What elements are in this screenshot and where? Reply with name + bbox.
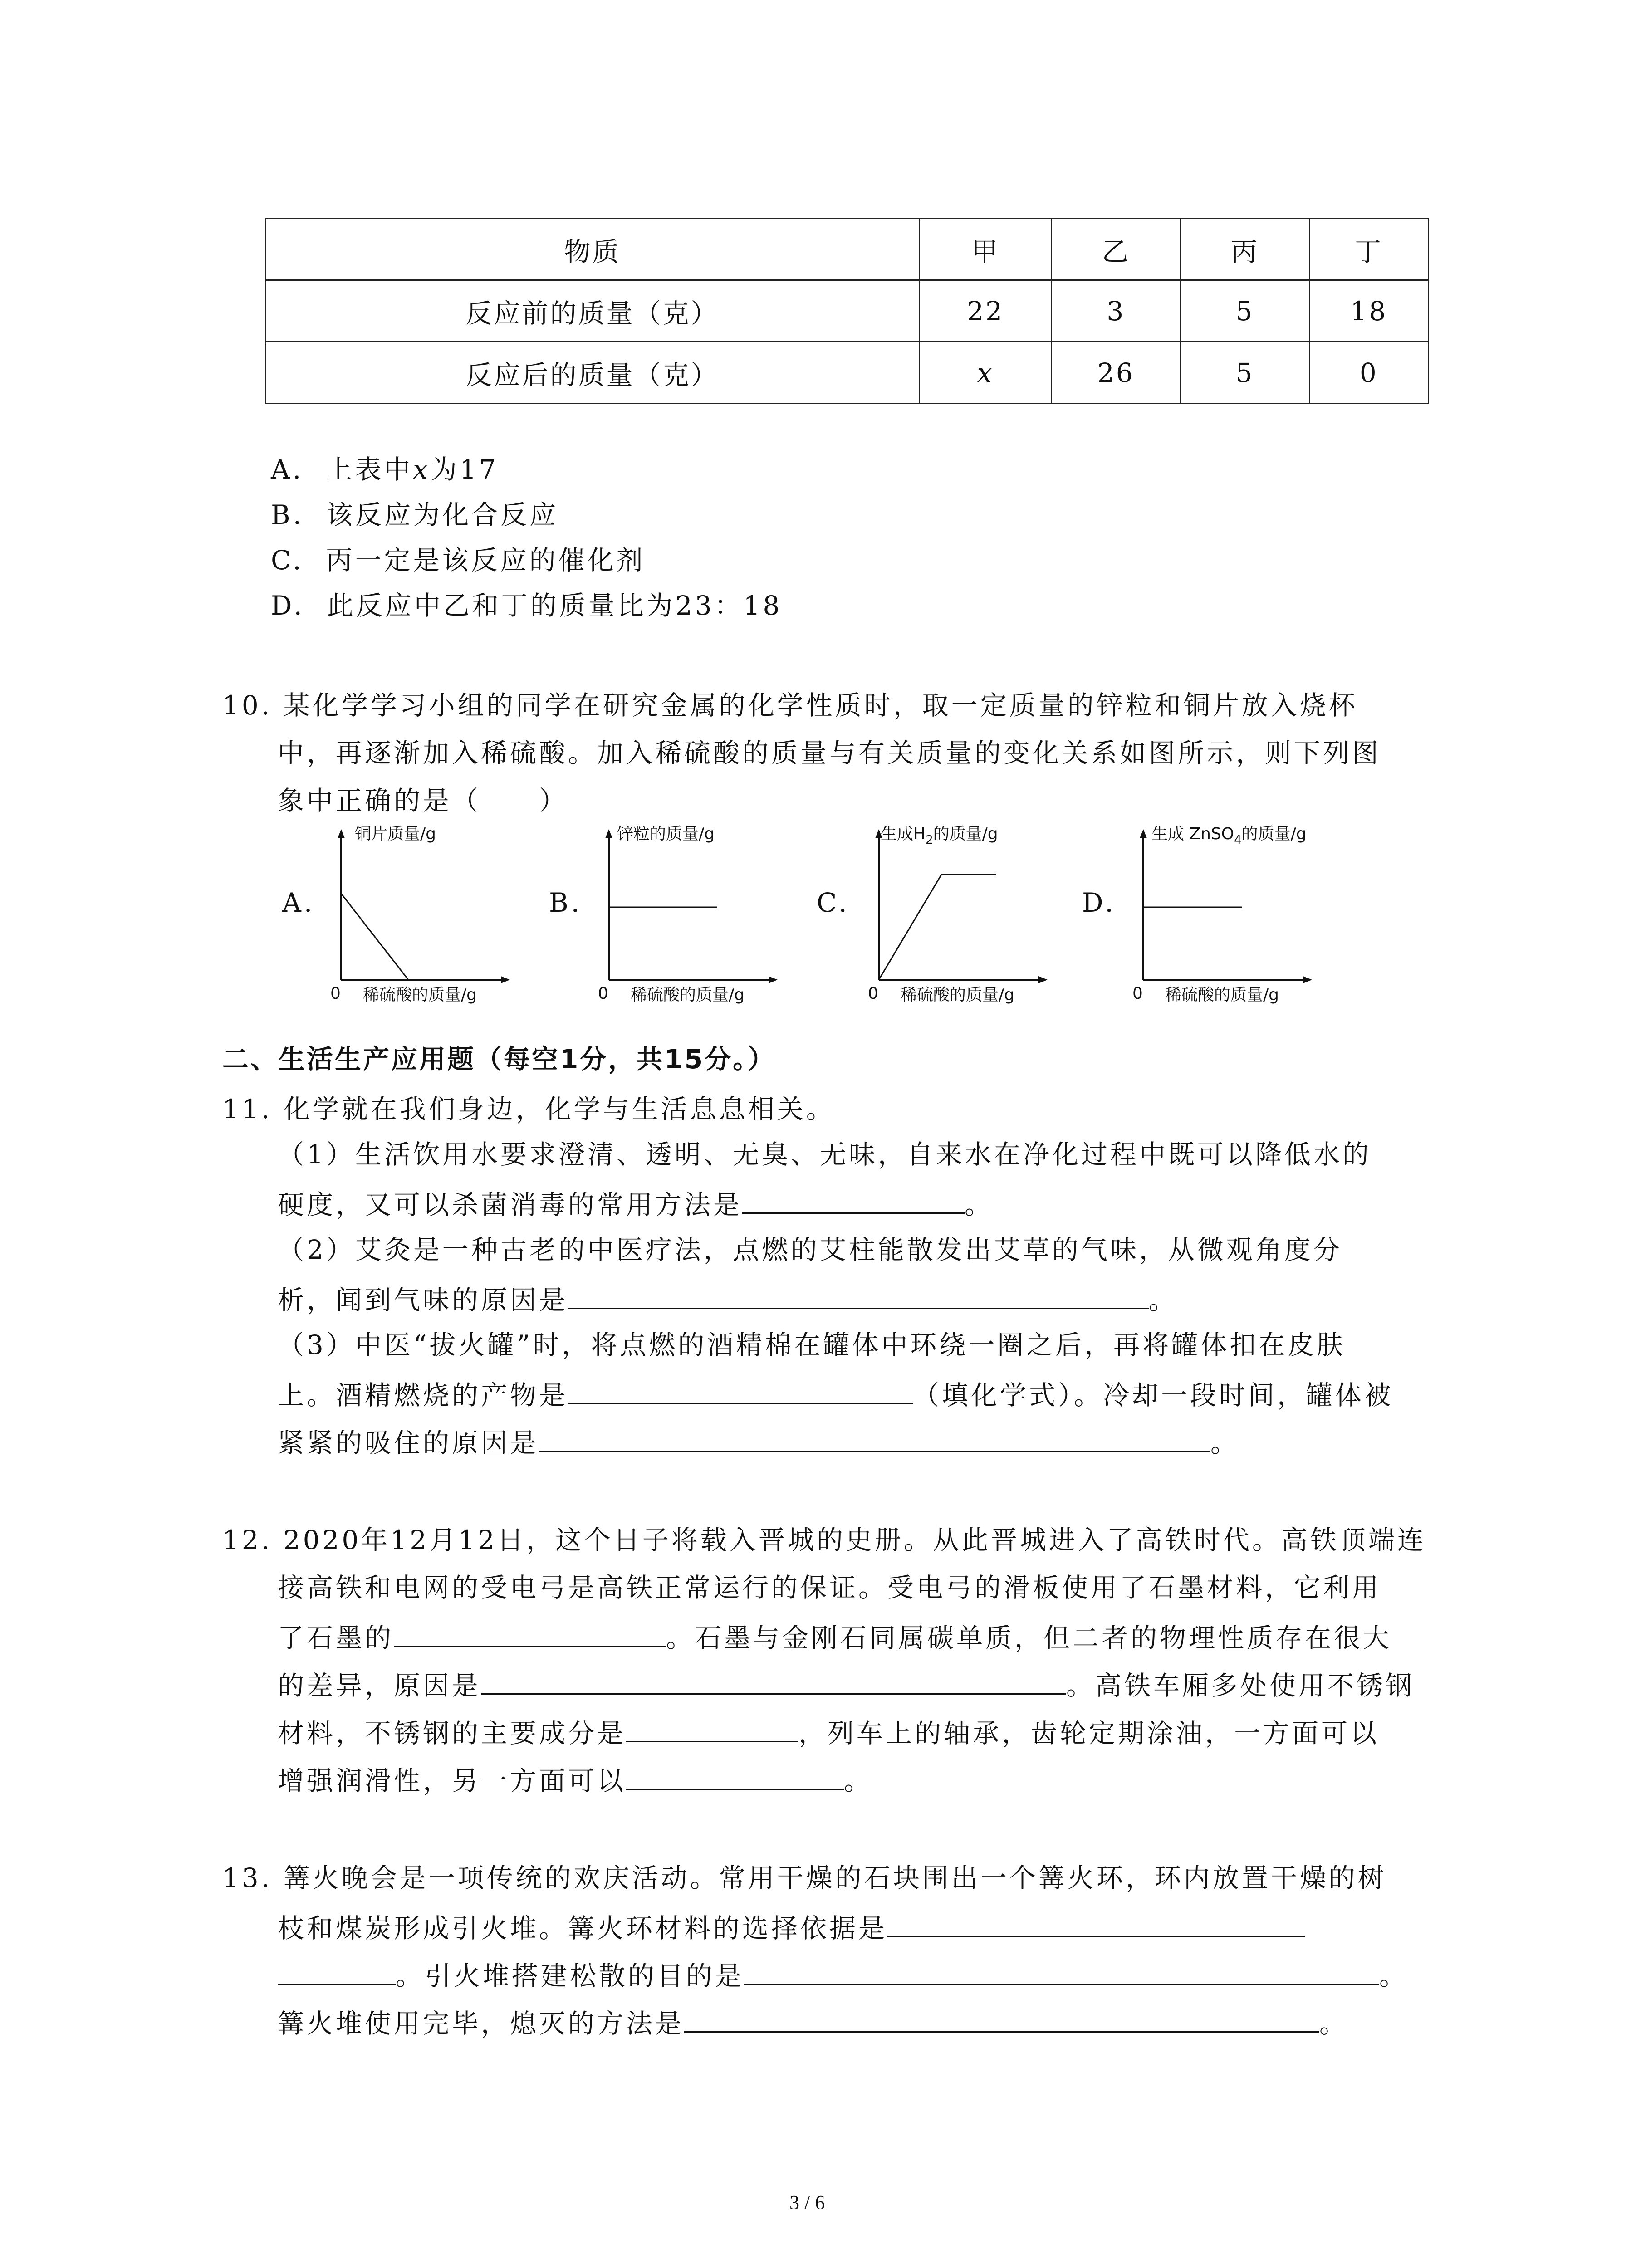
graph-b-origin: 0 [598,984,608,1003]
punctuation: 。 [1149,1285,1178,1315]
question-text: 。引火堆搭建松散的目的是 [396,1960,745,1991]
option-label: C. [271,545,304,576]
table-header-cell: 丙 [1181,219,1309,280]
answer-blank[interactable] [278,1957,396,1985]
graph-b-xlabel: 稀硫酸的质量/g [631,986,745,1004]
question-text: 枝和煤炭形成引火堆。篝火环材料的选择依据是 [278,1913,888,1944]
option-label: A. [271,454,304,485]
question-text: 。石墨与金刚石同属碳单质，但二者的物理性质存在很大 [666,1623,1392,1653]
punctuation: 。 [965,1189,994,1220]
punctuation: 。 [1379,1960,1409,1991]
q10-line2: 中，再逐渐加入稀硫酸。加入稀硫酸的质量与有关质量的变化关系如图所示，则下列图 [278,738,1381,768]
table-row [265,280,1429,342]
q9-option-c [271,544,646,576]
option-text: 此反应中乙和丁的质量比为23：18 [327,590,783,621]
table-cell: 反应后的质量（克） [265,342,920,404]
table-header-cell: 丁 [1309,219,1428,280]
question-text: 篝火晚会是一项传统的欢庆活动。常用干燥的石块围出一个篝火环，环内放置干燥的树 [283,1862,1387,1893]
answer-blank[interactable] [626,1715,798,1742]
q11-p2a: （2）艾灸是一种古老的中医疗法，点燃的艾柱能散发出艾草的气味，从微观角度分 [278,1234,1342,1265]
q11-p3a: （3）中医“拔火罐”时，将点燃的酒精棉在罐体中环绕一圈之后，再将罐体扣在皮肤 [278,1330,1346,1360]
table-header-cell: 甲 [920,219,1052,280]
question-text: 增强润滑性，另一方面可以 [278,1765,627,1796]
graph-d-ylabel: 生成 ZnSO$_4$的质量/g [1151,825,1307,847]
q11-p1a: （1）生活饮用水要求澄清、透明、无臭、无味，自来水在净化过程中既可以降低水的 [278,1139,1372,1170]
q13-line3 [278,1957,1408,1992]
table-cell: 3 [1052,280,1181,342]
question-text: 析，闻到气味的原因是 [278,1285,568,1315]
graph-a-ylabel: 铜片质量/g [355,825,436,843]
page-number: 3 / 6 [789,2191,825,2214]
option-label: B. [271,499,304,530]
graph-a-curve [341,894,408,980]
table-cell: 22 [920,280,1052,342]
punctuation: 。 [1319,2008,1349,2039]
answer-blank[interactable] [539,1424,1210,1452]
table-cell: 5 [1181,342,1309,404]
question-text: 。高铁车厢多处使用不锈钢 [1066,1670,1415,1701]
answer-blank[interactable] [568,1281,1149,1309]
q12-line6 [278,1762,873,1797]
question-text: 材料，不锈钢的主要成分是 [278,1718,627,1749]
mass-table [265,218,1429,404]
table-header-row [265,219,1429,280]
question-text: 了石墨的 [278,1623,394,1653]
table-cell: x [920,342,1052,404]
answer-blank[interactable] [744,1957,1379,1985]
graph-d-xlabel: 稀硫酸的质量/g [1165,986,1279,1004]
question-text: 某化学学习小组的同学在研究金属的化学性质时，取一定质量的锌粒和铜片放入烧杯 [283,690,1358,721]
question-text: 上。酒精燃烧的产物是 [278,1380,568,1411]
q11-intro [222,1093,835,1125]
punctuation: 。 [1210,1427,1240,1458]
question-number: 13. [222,1862,273,1893]
graph-a [330,825,572,1004]
option-text: 为17 [430,454,499,485]
answer-blank[interactable] [481,1667,1066,1695]
section-title: 二、生活生产应用题（每空1分，共15分。） [222,1044,776,1075]
q13-line2 [278,1910,1305,1944]
question-text: 化学就在我们身边，化学与生活息息相关。 [283,1094,835,1124]
answer-blank[interactable] [887,1910,1305,1937]
graph-c [868,825,1109,1004]
option-text: 上表中 [326,454,413,485]
table-cell: 26 [1052,342,1181,404]
answer-blank[interactable] [394,1619,666,1647]
graph-d-label: D. [1082,887,1116,918]
question-text: 紧紧的吸住的原因是 [278,1427,539,1458]
q11-p3b [278,1377,1393,1411]
option-variable: x [413,454,431,485]
graph-b-ylabel: 锌粒的质量/g [617,825,715,843]
option-text: 该反应为化合反应 [326,499,558,530]
question-text: 2020年12月12日，这个日子将载入晋城的史册。从此晋城进入了高铁时代。高铁顶端连 [283,1525,1426,1555]
option-label: D. [271,590,305,621]
graph-c-xlabel: 稀硫酸的质量/g [901,986,1014,1004]
q11-p3c [278,1424,1239,1459]
graph-a-origin: 0 [330,984,341,1003]
punctuation: 。 [844,1765,873,1796]
graph-d [1132,825,1374,1004]
q9-option-a [271,454,499,485]
table-header-cell: 物质 [265,219,920,280]
graph-c-label: C. [817,887,850,918]
answer-blank[interactable] [568,1377,913,1404]
question-number: 11. [222,1094,273,1124]
q13-line4 [278,2005,1348,2039]
question-number: 10. [222,690,273,721]
graph-c-origin: 0 [868,984,878,1003]
q12-line2: 接高铁和电网的受电弓是高铁正常运行的保证。受电弓的滑板使用了石墨材料，它利用 [278,1572,1381,1603]
answer-blank[interactable] [684,2005,1319,2033]
q11-p2b [278,1281,1178,1316]
question-text: ，列车上的轴承，齿轮定期涂油，一方面可以 [798,1718,1380,1749]
question-text: 硬度，又可以杀菌消毒的常用方法是 [278,1189,743,1220]
graph-d-origin: 0 [1132,984,1143,1003]
q9-option-b [271,499,558,531]
table-header-cell: 乙 [1052,219,1181,280]
table-row [265,342,1429,404]
question-text: 篝火堆使用完毕，熄灭的方法是 [278,2008,685,2039]
q9-option-d [271,590,782,621]
table-cell: 0 [1309,342,1428,404]
graph-c-ylabel: 生成$H_2$的质量/g [881,825,998,847]
option-text: 丙一定是该反应的催化剂 [326,545,646,576]
graph-b-label: B. [549,887,583,918]
question-number: 12. [222,1525,273,1555]
graph-a-xlabel: 稀硫酸的质量/g [363,986,477,1004]
table-cell: 18 [1309,280,1428,342]
q10-line3: 象中正确的是（ ） [278,785,568,816]
q10-line1 [222,689,1358,721]
graph-b [598,825,839,1004]
graph-c-curve [879,875,996,980]
answer-blank[interactable] [742,1186,965,1214]
q12-line5 [278,1715,1379,1749]
question-text: （填化学式）。冷却一段时间，罐体被 [913,1380,1394,1411]
table-cell: 反应前的质量（克） [265,280,920,342]
q13-line1 [222,1862,1387,1894]
graph-a-label: A. [282,887,315,918]
q12-line1 [222,1524,1426,1556]
q12-line4 [278,1667,1415,1701]
question-text: 的差异，原因是 [278,1670,481,1701]
table-cell: 5 [1181,280,1309,342]
q11-p1b [278,1186,994,1221]
q12-line3 [278,1619,1392,1654]
answer-blank[interactable] [626,1762,844,1790]
